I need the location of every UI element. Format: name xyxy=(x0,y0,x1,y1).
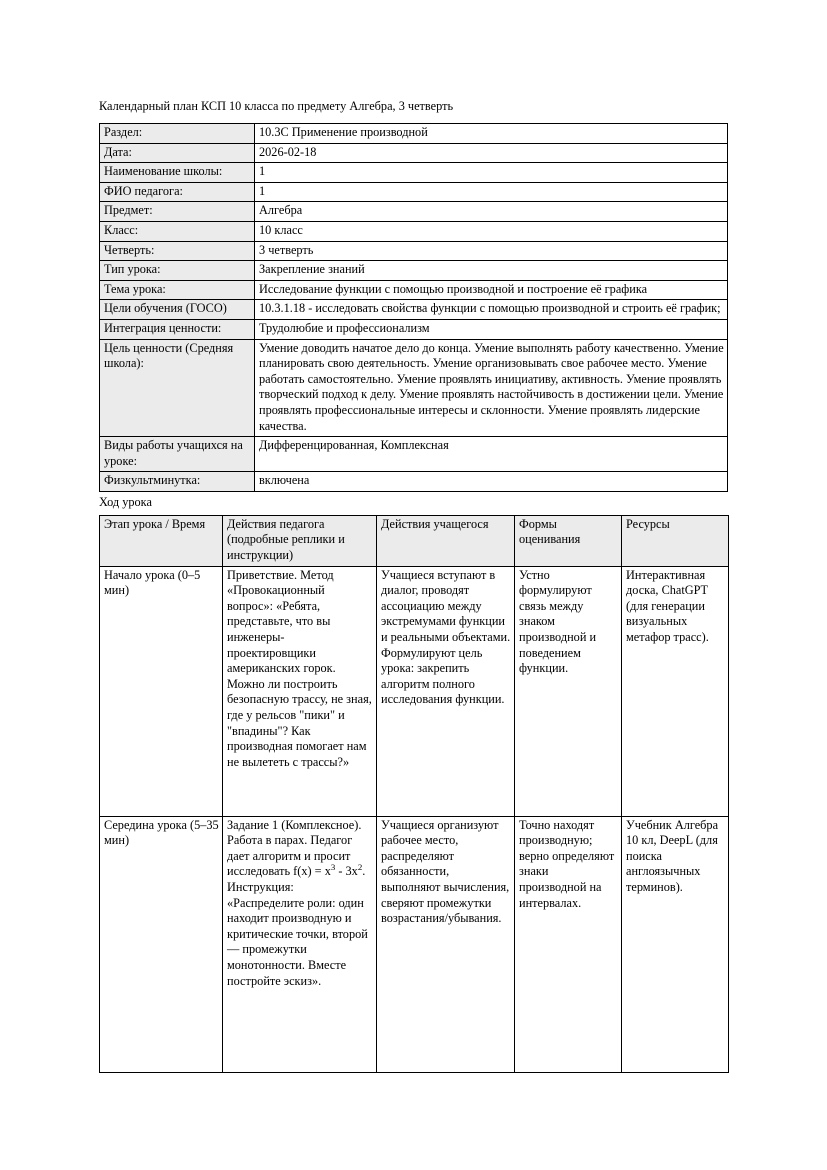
cell-teacher-actions: Приветствие. Метод «Провокационный вопрос»: «Ребята, представьте, что вы инженеры-проектировщики американских горок. Можно ли построить безопасную трассу, не зная, где у рельсов "пики" и "впадины"? Как производная помогает нам не вылететь с трассы?» xyxy=(223,566,377,816)
table-row xyxy=(100,437,728,472)
cell-stage: Середина урока (5–35 мин) xyxy=(100,816,223,1072)
table-header-row xyxy=(100,515,729,566)
cell-resources: Учебник Алгебра 10 кл, DeepL (для поиска англоязычных терминов). xyxy=(622,816,729,1072)
teacher-text-part-3: . Инструкция: «Распределите роли: один находит производную и критические точки, второй — промежутки монотонности. Вместе постройте эскиз». xyxy=(227,864,368,988)
lesson-plan-header xyxy=(100,515,729,566)
table-row xyxy=(100,143,728,163)
info-label: Класс: xyxy=(100,221,255,241)
lesson-info-body xyxy=(100,124,728,492)
table-row xyxy=(100,124,728,144)
table-row xyxy=(100,472,728,492)
teacher-text-part-1: Задание 1 (Комплексное). Работа в парах. Педагог дает алгоритм и просит исследовать f(x) = x xyxy=(227,817,362,879)
table-row xyxy=(100,241,728,261)
info-label: Четверть: xyxy=(100,241,255,261)
info-value: Алгебра xyxy=(255,202,728,222)
cell-stage: Начало урока (0–5 мин) xyxy=(100,566,223,816)
teacher-text-part-2: - 3x xyxy=(335,864,358,879)
info-label: ФИО педагога: xyxy=(100,182,255,202)
document-content xyxy=(99,98,727,1073)
info-value: включена xyxy=(255,472,728,492)
table-row xyxy=(100,566,729,816)
info-value: Дифференцированная, Комплексная xyxy=(255,437,728,472)
info-value: 2026-02-18 xyxy=(255,143,728,163)
section-caption: Ход урока xyxy=(99,494,152,509)
column-header-student-actions: Действия учащегося xyxy=(377,515,515,566)
info-label: Тема урока: xyxy=(100,280,255,300)
table-row xyxy=(100,319,728,339)
info-value: Умение доводить начатое дело до конца. Умение выполнять работу качественно. Умение планировать свою деятельность. Умение организовывать свое рабочее место. Умение работать самостоятельно. Умение проявлять инициативу, активность. Умение проявлять творческий подход к делу. Умение проявлять настойчивость в достижении цели. Умение проявлять профессиональные интересы и склонности. Умение проявлять лидерские качества. xyxy=(255,339,728,437)
info-label: Раздел: xyxy=(100,124,255,144)
cell-assessment: Устно формулируют связь между знаком производной и поведением функции. xyxy=(515,566,622,816)
table-row xyxy=(100,280,728,300)
info-value: 10 класс xyxy=(255,221,728,241)
cell-teacher-actions xyxy=(223,816,377,1072)
info-value: Трудолюбие и профессионализм xyxy=(255,319,728,339)
info-label: Интеграция ценности: xyxy=(100,319,255,339)
column-header-teacher-actions: Действия педагога (подробные реплики и инструкции) xyxy=(223,515,377,566)
info-value: 10.3.1.18 - исследовать свойства функции с помощью производной и строить её график; xyxy=(255,300,728,320)
cell-student-actions: Учащиеся организуют рабочее место, распределяют обязанности, выполняют вычисления, сверяют промежутки возрастания/убывания. xyxy=(377,816,515,1072)
info-label: Дата: xyxy=(100,143,255,163)
lesson-info-table xyxy=(99,123,728,492)
info-value: 1 xyxy=(255,182,728,202)
page-title: Календарный план КСП 10 класса по предмету Алгебра, 3 четверть xyxy=(99,99,454,113)
table-row xyxy=(100,816,729,1072)
info-value: 1 xyxy=(255,163,728,183)
column-header-stage: Этап урока / Время xyxy=(100,515,223,566)
column-header-assessment: Формы оценивания xyxy=(515,515,622,566)
info-value: Закрепление знаний xyxy=(255,261,728,281)
info-label: Виды работы учащихся на уроке: xyxy=(100,437,255,472)
exponent-squared: 2 xyxy=(357,862,363,873)
table-row xyxy=(100,163,728,183)
info-label: Цели обучения (ГОСО) xyxy=(100,300,255,320)
info-label: Тип урока: xyxy=(100,261,255,281)
table-row xyxy=(100,261,728,281)
info-value: 10.3C Применение производной xyxy=(255,124,728,144)
column-header-resources: Ресурсы xyxy=(622,515,729,566)
lesson-plan-table xyxy=(99,515,729,1073)
info-label: Наименование школы: xyxy=(100,163,255,183)
info-label: Предмет: xyxy=(100,202,255,222)
cell-student-actions: Учащиеся вступают в диалог, проводят ассоциацию между экстремумами функции и реальными объектами. Формулируют цель урока: закрепить алгоритм полного исследования функции. xyxy=(377,566,515,816)
table-row xyxy=(100,300,728,320)
cell-resources: Интерактивная доска, ChatGPT (для генерации визуальных метафор трасс). xyxy=(622,566,729,816)
exponent-cubed: 3 xyxy=(330,862,336,873)
table-row xyxy=(100,339,728,437)
cell-assessment: Точно находят производную; верно определяют знаки производной на интервалах. xyxy=(515,816,622,1072)
table-row xyxy=(100,182,728,202)
lesson-plan-body xyxy=(100,566,729,1072)
info-value: Исследование функции с помощью производной и построение её графика xyxy=(255,280,728,300)
info-label: Физкультминутка: xyxy=(100,472,255,492)
table-row xyxy=(100,221,728,241)
info-value: 3 четверть xyxy=(255,241,728,261)
table-row xyxy=(100,202,728,222)
info-label: Цель ценности (Средняя школа): xyxy=(100,339,255,437)
